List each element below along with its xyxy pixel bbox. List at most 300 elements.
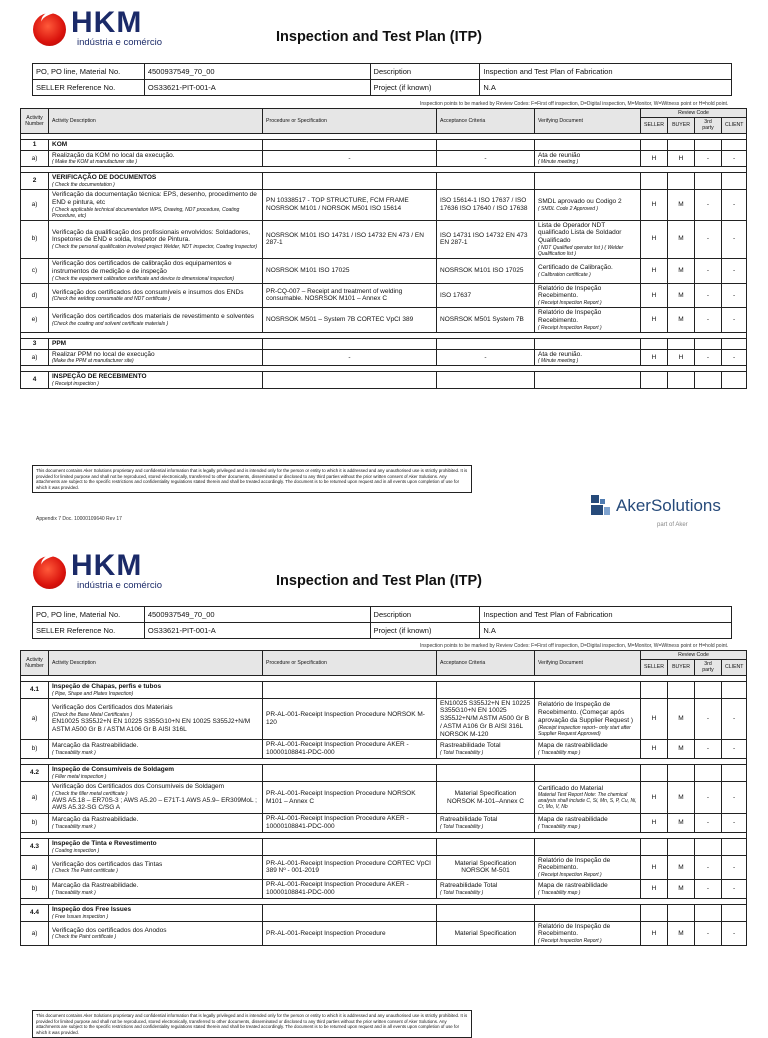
review-seller: H bbox=[641, 150, 668, 167]
section-number: 3 bbox=[21, 338, 49, 349]
activity-number: a) bbox=[21, 921, 49, 946]
section-title bbox=[49, 139, 263, 150]
activity-description bbox=[49, 740, 263, 759]
section-buyer bbox=[668, 173, 695, 190]
verifying-document-en: (Receipt inspection report– only start after Supplier Request Approved) bbox=[538, 724, 631, 737]
section-acceptance bbox=[437, 904, 535, 921]
review-buyer: M bbox=[668, 740, 695, 759]
acceptance-criteria bbox=[437, 259, 535, 284]
review-buyer: M bbox=[668, 814, 695, 833]
acceptance-criteria bbox=[437, 190, 535, 221]
section-seller bbox=[641, 139, 668, 150]
col-verifying-document: Verifying Document bbox=[535, 651, 641, 676]
acceptance-criteria bbox=[437, 308, 535, 333]
itp-table bbox=[20, 650, 747, 946]
section-title bbox=[49, 173, 263, 190]
hkm-logo bbox=[33, 549, 183, 593]
section-title-text: Inspeção de Chapas, perfis e tubos bbox=[52, 682, 162, 690]
activity-row bbox=[21, 220, 747, 258]
col-third-party: 3rd party bbox=[695, 118, 722, 133]
procedure-specification: NOSRSOK M501 – System 7B CORTEC VpCI 389 bbox=[263, 308, 437, 333]
activity-description bbox=[49, 150, 263, 167]
activity-description-en: ( Check the personal qualification involved project Welder, NDT inspector, Coating Inspector) bbox=[52, 244, 258, 251]
verifying-document-text: Relatório de Inspeção de Recebimento. bbox=[538, 856, 611, 872]
activity-description-en: (Check the Base Metal Certificates ) bbox=[52, 712, 133, 719]
activity-number: e) bbox=[21, 308, 49, 333]
activity-description-text: Verificação da qualificação dos profissionais envolvidos: Soldadores, Inspetores de END e solda, Inspetor de Pintura. bbox=[52, 228, 251, 244]
review-third-party: - bbox=[695, 259, 722, 284]
review-third-party: - bbox=[695, 814, 722, 833]
activity-row bbox=[21, 781, 747, 813]
section-row bbox=[21, 681, 747, 698]
acceptance-criteria bbox=[437, 781, 535, 813]
activity-description-en: ( Check the filler metal certificate ) bbox=[52, 790, 128, 797]
verifying-document-en: ( Traceability map ) bbox=[538, 750, 581, 757]
acceptance-criteria-text: Material Specification bbox=[454, 929, 517, 937]
section-acceptance bbox=[437, 838, 535, 855]
verifying-document-text: Mapa de rastreabilidade bbox=[538, 742, 608, 750]
verifying-document bbox=[535, 150, 641, 167]
section-number: 2 bbox=[21, 173, 49, 190]
acceptance-criteria bbox=[437, 220, 535, 258]
hkm-logo-tagline: indústria e comércio bbox=[77, 37, 163, 48]
activity-description-en: ( Check the equipment calibration certificate and device to dimensional inspection) bbox=[52, 275, 235, 282]
review-seller: H bbox=[641, 698, 668, 740]
activity-description-en: ( Traceability mark ) bbox=[52, 823, 96, 830]
review-buyer: M bbox=[668, 880, 695, 899]
section-seller bbox=[641, 904, 668, 921]
section-title bbox=[49, 338, 263, 349]
activity-description-en: ( Check the Paint certificate ) bbox=[52, 934, 117, 941]
section-title bbox=[49, 372, 263, 389]
acceptance-criteria-text: Material Specification NORSOK M-501 bbox=[454, 859, 517, 875]
section-title-en: ( Pipe, Shape and Plates Inspection) bbox=[52, 690, 134, 697]
section-verify bbox=[535, 765, 641, 782]
section-third bbox=[695, 173, 722, 190]
activity-materials: AWS A5.18 – ER70S-3 ; AWS A5.20 – E71T-1 AWS A5.9– ER309MoL ; AWS A5.32-SG C/SG A bbox=[52, 796, 257, 812]
confidentiality-disclaimer: This document contains Aker Solutions proprietary and confidential information that is legally privileged and is intended only for the person or entity to which it is addressed and any unauthorised use is strictly prohibited. It is provided for limited purpose and shall not be reproduced, stored electronically, transferred to other documents, disseminated or disclosed to any third parties without the prior written consent of Aker Solutions. Any attachments are subject to the specific restrictions and confidentiality regulations stated therein and shall be treated accordingly. The document is to be returned upon request and in all events upon completion of use for which it was provided. bbox=[32, 1010, 472, 1038]
section-client bbox=[722, 173, 747, 190]
section-title-en: ( Free Issues inspection ) bbox=[52, 913, 109, 920]
acceptance-criteria-text: ISO 15614-1 ISO 17637 / ISO 17636 ISO 17640 / ISO 17638 bbox=[440, 197, 528, 212]
section-acceptance bbox=[437, 173, 535, 190]
review-client: - bbox=[722, 308, 747, 333]
section-buyer bbox=[668, 139, 695, 150]
acceptance-criteria-text: - bbox=[484, 154, 487, 162]
col-third-party: 3rd party bbox=[695, 660, 722, 675]
section-number: 4.1 bbox=[21, 681, 49, 698]
section-title bbox=[49, 904, 263, 921]
section-verify bbox=[535, 173, 641, 190]
review-client: - bbox=[722, 880, 747, 899]
procedure-specification: PN 10338517 - TOP STRUCTURE, FCM FRAME NOSRSOK M101 / NORSOK M501 ISO 15614 bbox=[263, 190, 437, 221]
section-acceptance bbox=[437, 765, 535, 782]
activity-number: b) bbox=[21, 880, 49, 899]
review-buyer: M bbox=[668, 190, 695, 221]
col-seller: SELLER bbox=[641, 118, 668, 133]
project-value: N.A bbox=[480, 623, 732, 639]
verifying-document-en: ( SMDL Code 2 Approved ) bbox=[538, 205, 599, 212]
procedure-specification: PR-AL-001-Receipt Inspection Procedure bbox=[263, 921, 437, 946]
hkm-logo-icon bbox=[33, 556, 66, 589]
section-buyer bbox=[668, 765, 695, 782]
project-label: Project (if known) bbox=[370, 80, 480, 96]
review-buyer: M bbox=[668, 781, 695, 813]
activity-description bbox=[49, 349, 263, 366]
aker-logo-icon bbox=[591, 495, 611, 515]
review-buyer: M bbox=[668, 855, 695, 880]
page-title: Inspection and Test Plan (ITP) bbox=[276, 29, 482, 45]
activity-description bbox=[49, 855, 263, 880]
review-third-party: - bbox=[695, 190, 722, 221]
review-client: - bbox=[722, 259, 747, 284]
review-third-party: - bbox=[695, 921, 722, 946]
activity-description bbox=[49, 698, 263, 740]
section-buyer bbox=[668, 904, 695, 921]
activity-number: a) bbox=[21, 349, 49, 366]
review-client: - bbox=[722, 855, 747, 880]
activity-number: a) bbox=[21, 150, 49, 167]
verifying-document bbox=[535, 814, 641, 833]
procedure-specification: PR-AL-001-Receipt Inspection Procedure AKER - 10000108841-PDC-000 bbox=[263, 814, 437, 833]
review-buyer: H bbox=[668, 150, 695, 167]
activity-row bbox=[21, 190, 747, 221]
activity-description bbox=[49, 190, 263, 221]
activity-description-en: (Check the coating and solvent certificate materials ) bbox=[52, 320, 169, 327]
activity-number: c) bbox=[21, 259, 49, 284]
verifying-document-text: SMDL aprovado ou Codigo 2 bbox=[538, 197, 622, 205]
section-verify bbox=[535, 372, 641, 389]
section-third bbox=[695, 681, 722, 698]
activity-description-text: Verificação dos certificados dos Anodos bbox=[52, 926, 167, 934]
verifying-document-text: Relatório de Inspeção de Recebimento. bbox=[538, 922, 611, 938]
acceptance-criteria bbox=[437, 855, 535, 880]
activity-description-text: Verificação da documentação técnica: EPS, desenho, procedimento de END e pintura, etc bbox=[52, 191, 257, 206]
section-client bbox=[722, 681, 747, 698]
section-procedure bbox=[263, 372, 437, 389]
col-buyer: BUYER bbox=[668, 660, 695, 675]
activity-row bbox=[21, 880, 747, 899]
section-acceptance bbox=[437, 372, 535, 389]
col-client: CLIENT bbox=[722, 660, 747, 675]
seller-ref-value: OS33621-PIT-001-A bbox=[144, 80, 370, 96]
review-client: - bbox=[722, 283, 747, 308]
review-third-party: - bbox=[695, 150, 722, 167]
col-client: CLIENT bbox=[722, 118, 747, 133]
section-title bbox=[49, 765, 263, 782]
section-procedure bbox=[263, 765, 437, 782]
procedure-specification: PR-AL-001-Receipt Inspection Procedure AKER - 10000108841-PDC-000 bbox=[263, 740, 437, 759]
review-third-party: - bbox=[695, 220, 722, 258]
acceptance-criteria-en: ( Total Traceability ) bbox=[440, 889, 484, 896]
verifying-document-en: ( Receipt Inspection Report ) bbox=[538, 300, 602, 307]
section-procedure bbox=[263, 681, 437, 698]
procedure-specification: PR-AL-001-Receipt Inspection Procedure CORTEC VpCI 389 Nº - 001-2019 bbox=[263, 855, 437, 880]
review-buyer: M bbox=[668, 698, 695, 740]
verifying-document bbox=[535, 855, 641, 880]
acceptance-criteria-text: NOSRSOK M501 System 7B bbox=[440, 316, 524, 324]
col-acceptance: Acceptance Criteria bbox=[437, 651, 535, 676]
activity-description bbox=[49, 814, 263, 833]
po-value: 4500937549_70_00 bbox=[144, 64, 370, 80]
table-header-row bbox=[21, 651, 747, 660]
verifying-document bbox=[535, 921, 641, 946]
review-client: - bbox=[722, 190, 747, 221]
procedure-specification: PR-CQ-007 – Receipt and treatment of welding consumable. NOSRSOK M101 – Annex C bbox=[263, 283, 437, 308]
activity-description-text: Verificação dos Certificados dos Materiais bbox=[52, 704, 173, 712]
seller-ref-value: OS33621-PIT-001-A bbox=[144, 623, 370, 639]
seller-ref-label: SELLER Reference No. bbox=[33, 623, 145, 639]
review-client: - bbox=[722, 349, 747, 366]
review-third-party: - bbox=[695, 781, 722, 813]
acceptance-criteria bbox=[437, 921, 535, 946]
acceptance-criteria-text: - bbox=[484, 353, 487, 361]
activity-description bbox=[49, 921, 263, 946]
acceptance-criteria-text: Ratreabilidade Total bbox=[440, 882, 498, 890]
po-value: 4500937549_70_00 bbox=[144, 607, 370, 623]
activity-description bbox=[49, 259, 263, 284]
section-acceptance bbox=[437, 338, 535, 349]
activity-row bbox=[21, 259, 747, 284]
appendix-reference: Appendix 7 Doc. 10000109640 Rev 17 bbox=[36, 516, 122, 522]
description-value: Inspection and Test Plan of Fabrication bbox=[480, 607, 732, 623]
activity-description bbox=[49, 220, 263, 258]
review-buyer: M bbox=[668, 220, 695, 258]
section-procedure bbox=[263, 838, 437, 855]
acceptance-criteria-text: Ratreabilidade Total bbox=[440, 816, 498, 824]
review-client: - bbox=[722, 781, 747, 813]
section-verify bbox=[535, 838, 641, 855]
col-activity-description: Activity Description bbox=[49, 109, 263, 134]
review-buyer: M bbox=[668, 283, 695, 308]
section-third bbox=[695, 904, 722, 921]
activity-description-text: Verificação dos certificados dos consumíveis e insumos dos ENDs bbox=[52, 288, 244, 296]
activity-description bbox=[49, 781, 263, 813]
description-label: Description bbox=[370, 64, 480, 80]
review-code-note: Inspection points to be marked by Review Codes: F=First off inspection, D=Digital inspection, M=Monitor, W=Witness point or H=hold point. bbox=[420, 101, 729, 107]
review-client: - bbox=[722, 921, 747, 946]
section-row bbox=[21, 838, 747, 855]
review-seller: H bbox=[641, 880, 668, 899]
verifying-document bbox=[535, 259, 641, 284]
section-title-en: ( Check the documentation ) bbox=[52, 182, 115, 189]
hkm-logo-tagline: indústria e comércio bbox=[77, 580, 163, 591]
section-client bbox=[722, 904, 747, 921]
review-buyer: M bbox=[668, 308, 695, 333]
col-review-code: Review Code bbox=[641, 109, 747, 118]
col-activity-description: Activity Description bbox=[49, 651, 263, 676]
verifying-document-text: Ata de reunião. bbox=[538, 350, 583, 358]
activity-description bbox=[49, 308, 263, 333]
review-third-party: - bbox=[695, 283, 722, 308]
activity-number: b) bbox=[21, 814, 49, 833]
acceptance-criteria bbox=[437, 698, 535, 740]
section-verify bbox=[535, 904, 641, 921]
verifying-document-en: ( NDT Qualified operator list ) ( Welder Qualification list ) bbox=[538, 245, 624, 258]
activity-description-en: (Make the PPM at manufacturer site) bbox=[52, 358, 134, 365]
review-third-party: - bbox=[695, 698, 722, 740]
activity-description-en: ( Traceability mark ) bbox=[52, 750, 96, 757]
section-title-en: ( Receipt inspection ) bbox=[52, 381, 99, 388]
section-seller bbox=[641, 838, 668, 855]
hkm-logo bbox=[33, 6, 183, 50]
section-title-text: KOM bbox=[52, 140, 68, 148]
verifying-document bbox=[535, 190, 641, 221]
section-title-text: VERIFICAÇÃO DE DOCUMENTOS bbox=[52, 174, 157, 182]
section-procedure bbox=[263, 338, 437, 349]
section-client bbox=[722, 139, 747, 150]
header-info-table bbox=[32, 606, 732, 639]
section-third bbox=[695, 765, 722, 782]
itp-table bbox=[20, 108, 747, 389]
section-procedure bbox=[263, 904, 437, 921]
col-verifying-document: Verifying Document bbox=[535, 109, 641, 134]
col-activity-number: Activity Number bbox=[21, 109, 49, 134]
acceptance-criteria bbox=[437, 740, 535, 759]
seller-ref-label: SELLER Reference No. bbox=[33, 80, 145, 96]
verifying-document bbox=[535, 781, 641, 813]
procedure-specification: PR-AL-001-Receipt Inspection Procedure NORSOK M101 – Annex C bbox=[263, 781, 437, 813]
activity-row bbox=[21, 150, 747, 167]
acceptance-criteria-text: EN10025 S355J2+N EN 10225 S355G10+N EN 10025 S355J2+N/M ASTM A500 Gr B / ASTM A106 Gr B AISI 316L NORSOK M-120 bbox=[440, 699, 531, 738]
description-value: Inspection and Test Plan of Fabrication bbox=[480, 64, 732, 80]
table-header-row bbox=[21, 109, 747, 118]
verifying-document-text: Ata de reunião bbox=[538, 151, 581, 159]
section-number: 4.3 bbox=[21, 838, 49, 855]
activity-number: a) bbox=[21, 781, 49, 813]
section-number: 4 bbox=[21, 372, 49, 389]
section-third bbox=[695, 139, 722, 150]
section-title-text: Inspeção de Consumíveis de Soldagem bbox=[52, 766, 175, 774]
verifying-document-text: Certificado de Calibração. bbox=[538, 263, 613, 271]
itp-page-2 bbox=[0, 540, 768, 1035]
activity-number: b) bbox=[21, 220, 49, 258]
page-title: Inspection and Test Plan (ITP) bbox=[276, 573, 482, 589]
activity-description bbox=[49, 880, 263, 899]
activity-description-en: (Check the welding consumable and NDT certificate ) bbox=[52, 296, 171, 303]
verifying-document-text: Relatório de Inspeção Recebimento. bbox=[538, 309, 602, 325]
review-third-party: - bbox=[695, 308, 722, 333]
review-seller: H bbox=[641, 220, 668, 258]
review-seller: H bbox=[641, 259, 668, 284]
acceptance-criteria-text: NOSRSOK M101 ISO 17025 bbox=[440, 266, 524, 274]
activity-number: a) bbox=[21, 698, 49, 740]
verifying-document bbox=[535, 740, 641, 759]
review-buyer: H bbox=[668, 349, 695, 366]
section-procedure bbox=[263, 173, 437, 190]
activity-description-text: Verificação dos certificados de calibração dos equipamentos e instrumentos de medição e de inspeção bbox=[52, 260, 232, 275]
section-title-text: INSPEÇÃO DE RECEBIMENTO bbox=[52, 373, 147, 381]
activity-description-en: ( Check The Paint certificate ) bbox=[52, 868, 118, 875]
verifying-document-en: ( Receipt Inspection Report ) bbox=[538, 938, 602, 945]
section-row bbox=[21, 372, 747, 389]
procedure-specification: PR-AL-001-Receipt Inspection Procedure AKER - 10000108841-PDC-000 bbox=[263, 880, 437, 899]
procedure-specification: - bbox=[263, 150, 437, 167]
section-acceptance bbox=[437, 139, 535, 150]
verifying-document-text: Mapa de rastreabilidade bbox=[538, 882, 608, 890]
activity-description-en: ( Traceability mark ) bbox=[52, 889, 96, 896]
activity-description-text: Realizar PPM no local de execução bbox=[52, 350, 155, 358]
procedure-specification: - bbox=[263, 349, 437, 366]
acceptance-criteria-text: Rastreabilidade Total bbox=[440, 742, 501, 750]
section-third bbox=[695, 838, 722, 855]
section-title-en: ( Coating inspection ) bbox=[52, 847, 100, 854]
activity-row bbox=[21, 698, 747, 740]
verifying-document-text: Relatório de Inspeção Recebimento. bbox=[538, 284, 602, 300]
section-verify bbox=[535, 681, 641, 698]
section-row bbox=[21, 765, 747, 782]
verifying-document-en: ( Receipt Inspection Report ) bbox=[538, 324, 602, 331]
activity-row bbox=[21, 855, 747, 880]
procedure-specification: PR-AL-001-Receipt Inspection Procedure NORSOK M-120 bbox=[263, 698, 437, 740]
project-label: Project (if known) bbox=[370, 623, 480, 639]
acceptance-criteria bbox=[437, 880, 535, 899]
section-third bbox=[695, 372, 722, 389]
acceptance-criteria bbox=[437, 150, 535, 167]
hkm-logo-word: HKM bbox=[71, 6, 143, 39]
verifying-document-en: ( Minute meeting ) bbox=[538, 159, 579, 166]
col-procedure: Procedure or Specification bbox=[263, 109, 437, 134]
description-label: Description bbox=[370, 607, 480, 623]
review-buyer: M bbox=[668, 259, 695, 284]
verifying-document-text: Mapa de rastreabilidade bbox=[538, 816, 608, 824]
verifying-document-text: Lista de Operador NDT qualificado Lista de Soldador Qualificado bbox=[538, 221, 622, 245]
activity-description-text: Verificação dos Certificados dos Consumíveis de Soldagem bbox=[52, 782, 224, 790]
activity-description-text: Marcação da Rastreabilidade. bbox=[52, 816, 139, 824]
review-buyer: M bbox=[668, 921, 695, 946]
review-client: - bbox=[722, 220, 747, 258]
section-client bbox=[722, 372, 747, 389]
section-client bbox=[722, 765, 747, 782]
activity-number: a) bbox=[21, 855, 49, 880]
verifying-document-en: ( Receipt Inspection Report ) bbox=[538, 872, 602, 879]
section-row bbox=[21, 139, 747, 150]
activity-description-text: Verificação dos certificados das Tintas bbox=[52, 860, 163, 868]
procedure-specification: NOSRSOK M101 ISO 17025 bbox=[263, 259, 437, 284]
review-client: - bbox=[722, 150, 747, 167]
section-number: 4.2 bbox=[21, 765, 49, 782]
verifying-document bbox=[535, 349, 641, 366]
section-seller bbox=[641, 372, 668, 389]
review-code-note: Inspection points to be marked by Review Codes: F=First off inspection, D=Digital inspection, M=Monitor, W=Witness point or H=hold point. bbox=[420, 643, 729, 649]
section-title bbox=[49, 838, 263, 855]
section-title bbox=[49, 681, 263, 698]
verifying-document-en: ( Minute meeting ) bbox=[538, 358, 579, 365]
col-acceptance: Acceptance Criteria bbox=[437, 109, 535, 134]
activity-number: a) bbox=[21, 190, 49, 221]
review-third-party: - bbox=[695, 880, 722, 899]
acceptance-criteria-en: ( Total Traceability ) bbox=[440, 750, 484, 757]
section-verify bbox=[535, 338, 641, 349]
acceptance-criteria-text: ISO 14731 ISO 14732 EN 473 EN 287-1 bbox=[440, 231, 528, 247]
review-client: - bbox=[722, 698, 747, 740]
review-client: - bbox=[722, 740, 747, 759]
po-label: PO, PO line, Material No. bbox=[33, 64, 145, 80]
col-buyer: BUYER bbox=[668, 118, 695, 133]
section-procedure bbox=[263, 139, 437, 150]
review-seller: H bbox=[641, 308, 668, 333]
activity-row bbox=[21, 308, 747, 333]
activity-row bbox=[21, 921, 747, 946]
aker-logo-word: AkerSolutions bbox=[616, 496, 721, 515]
verifying-document-en: ( Calibration certificate ) bbox=[538, 271, 591, 278]
section-client bbox=[722, 338, 747, 349]
activity-description-text: Verificação dos certificados dos materiais de revestimento e solventes bbox=[52, 313, 254, 321]
review-third-party: - bbox=[695, 855, 722, 880]
section-number: 1 bbox=[21, 139, 49, 150]
confidentiality-disclaimer: This document contains Aker Solutions proprietary and confidential information that is legally privileged and is intended only for the person or entity to which it is addressed and any unauthorised use is strictly prohibited. It is provided for limited purpose and shall not be reproduced, stored electronically, transferred to other documents, disseminated or disclosed to any third parties without the prior written consent of Aker Solutions. Any attachments are subject to the specific restrictions and confidentiality regulations stated therein and shall be treated accordingly. The document is to be returned upon request and in all events upon completion of use for which it was provided. bbox=[32, 465, 472, 493]
section-buyer bbox=[668, 372, 695, 389]
